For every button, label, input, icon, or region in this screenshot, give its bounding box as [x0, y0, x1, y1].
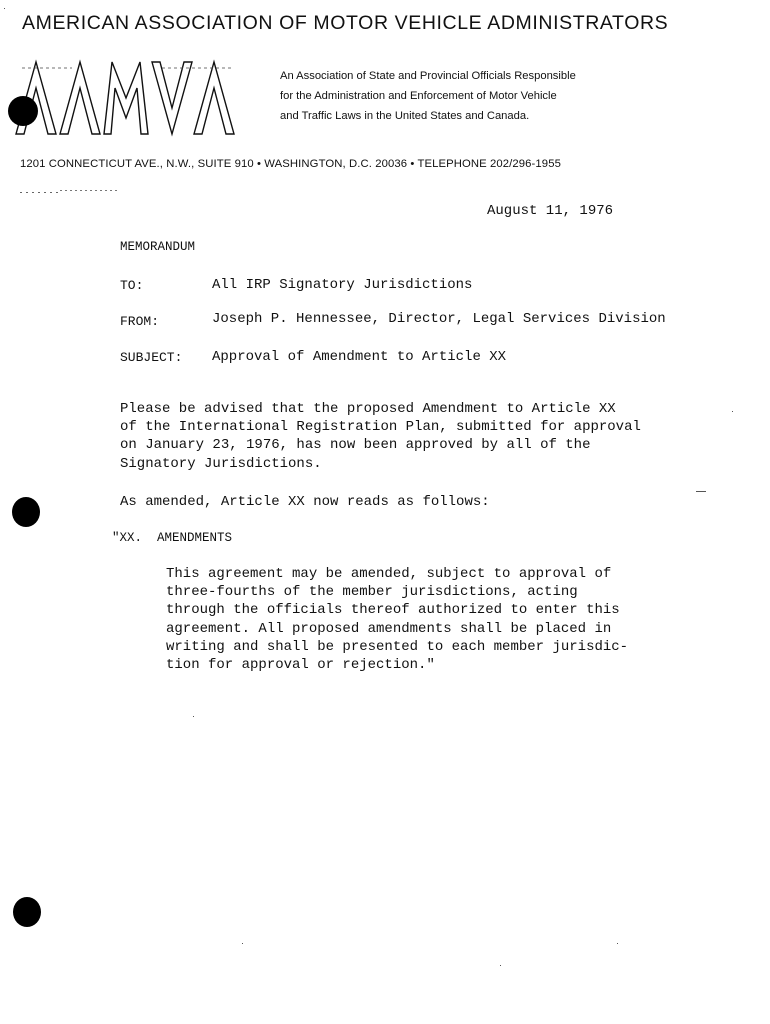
memo-date: August 11, 1976 [487, 203, 614, 219]
scan-speck [500, 965, 501, 966]
body-line: Please be advised that the proposed Amendment to Article XX [120, 401, 616, 417]
article-line: through the officials thereof authorized to enter this [166, 602, 620, 619]
body-line: on January 23, 1976, has now been approved by all of the [120, 437, 591, 454]
scan-speck [20, 192, 60, 193]
scan-speck [617, 943, 618, 944]
amendment-intro: As amended, Article XX now reads as follows: [120, 494, 490, 510]
scan-speck [242, 943, 243, 944]
article-text [166, 565, 628, 674]
scan-speck [4, 8, 5, 9]
tagline-line: for the Administration and Enforcement of Motor Vehicle [280, 90, 557, 102]
from-value: Joseph P. Hennessee, Director, Legal Services Division [212, 311, 666, 327]
scan-speck [732, 411, 733, 412]
article-line: This agreement may be amended, subject to approval of [166, 566, 612, 582]
body-line: of the International Registration Plan, submitted for approval [120, 419, 641, 436]
subject-value: Approval of Amendment to Article XX [212, 349, 507, 365]
article-heading: "XX. AMENDMENTS [112, 531, 233, 545]
article-line: agreement. All proposed amendments shall be placed in [166, 620, 612, 637]
body-line: Signatory Jurisdictions. [120, 455, 322, 472]
organization-tagline [280, 66, 700, 126]
article-line: three-fourths of the member jurisdictions, acting [166, 584, 578, 601]
to-label: TO: [120, 278, 144, 293]
punch-hole [12, 497, 40, 527]
scan-speck [696, 491, 706, 492]
subject-label: SUBJECT: [120, 350, 183, 365]
punch-hole [13, 897, 41, 927]
from-label: FROM: [120, 314, 160, 329]
tagline-line: and Traffic Laws in the United States and Canada. [280, 110, 530, 122]
aamva-logo [12, 58, 242, 143]
article-line: writing and shall be presented to each member jurisdic- [166, 638, 629, 655]
to-value: All IRP Signatory Jurisdictions [212, 277, 473, 293]
article-line: tion for approval or rejection." [166, 657, 435, 674]
organization-name: AMERICAN ASSOCIATION OF MOTOR VEHICLE ADMINISTRATORS [22, 12, 669, 34]
organization-address: 1201 CONNECTICUT AVE., N.W., SUITE 910 • WASHINGTON, D.C. 20036 • TELEPHONE 202/296-1955 [20, 158, 561, 170]
scan-speck [193, 716, 194, 717]
tagline-line: An Association of State and Provincial Officials Responsible [280, 70, 576, 82]
punch-hole [8, 96, 38, 126]
body-paragraph [120, 400, 641, 473]
memo-heading: MEMORANDUM [120, 240, 196, 254]
scan-speck [60, 190, 120, 191]
